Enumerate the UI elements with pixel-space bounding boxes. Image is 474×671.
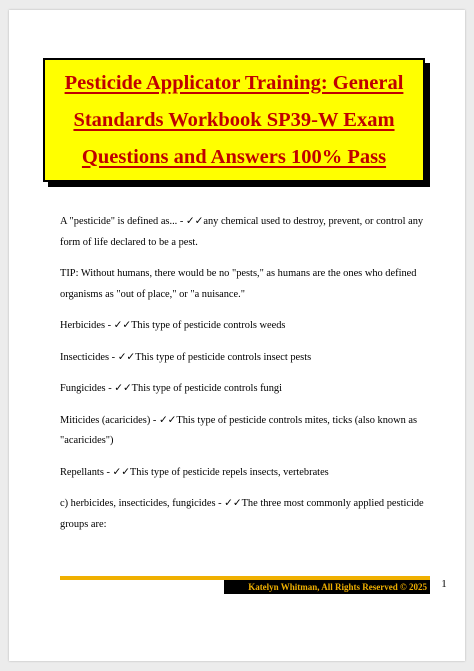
paragraph-herbicides: Herbicides - ✓✓This type of pesticide controls weeds <box>60 320 286 331</box>
footer-bar <box>224 580 430 594</box>
page-number: 1 <box>441 578 447 590</box>
title-line-3: Questions and Answers 100% Pass <box>81 145 387 168</box>
title-box <box>43 58 425 182</box>
paragraph-insecticides: Insecticides - ✓✓This type of pesticide controls insect pests <box>60 351 312 363</box>
footer-copyright: Katelyn Whitman, All Rights Reserved © 2025 <box>248 582 427 592</box>
title-line-2: Standards Workbook SP39-W Exam <box>73 108 395 131</box>
paragraph-fungicides: Fungicides - ✓✓This type of pesticide controls fungi <box>60 383 283 394</box>
paragraph-pesticide-groups: c) herbicides, insecticides, fungicides - ✓✓The three most commonly applied pesticide groups are: <box>60 498 424 530</box>
paragraph-pesticide-definition: A "pesticide" is defined as... - ✓✓any chemical used to destroy, prevent, or control any form of life declared to be a pest. <box>60 216 424 248</box>
paragraph-tip: TIP: Without humans, there would be no "pests," as humans are the ones who defined organisms as "out of place," or "a nuisance." <box>60 268 417 300</box>
title-line-1: Pesticide Applicator Training: General <box>64 71 404 94</box>
paragraph-repellants: Repellants - ✓✓This type of pesticide repels insects, vertebrates <box>60 466 329 478</box>
body-content <box>60 212 438 546</box>
paragraph-miticides: Miticides (acaricides) - ✓✓This type of pesticide controls mites, ticks (also known as "acaricides") <box>60 414 418 446</box>
